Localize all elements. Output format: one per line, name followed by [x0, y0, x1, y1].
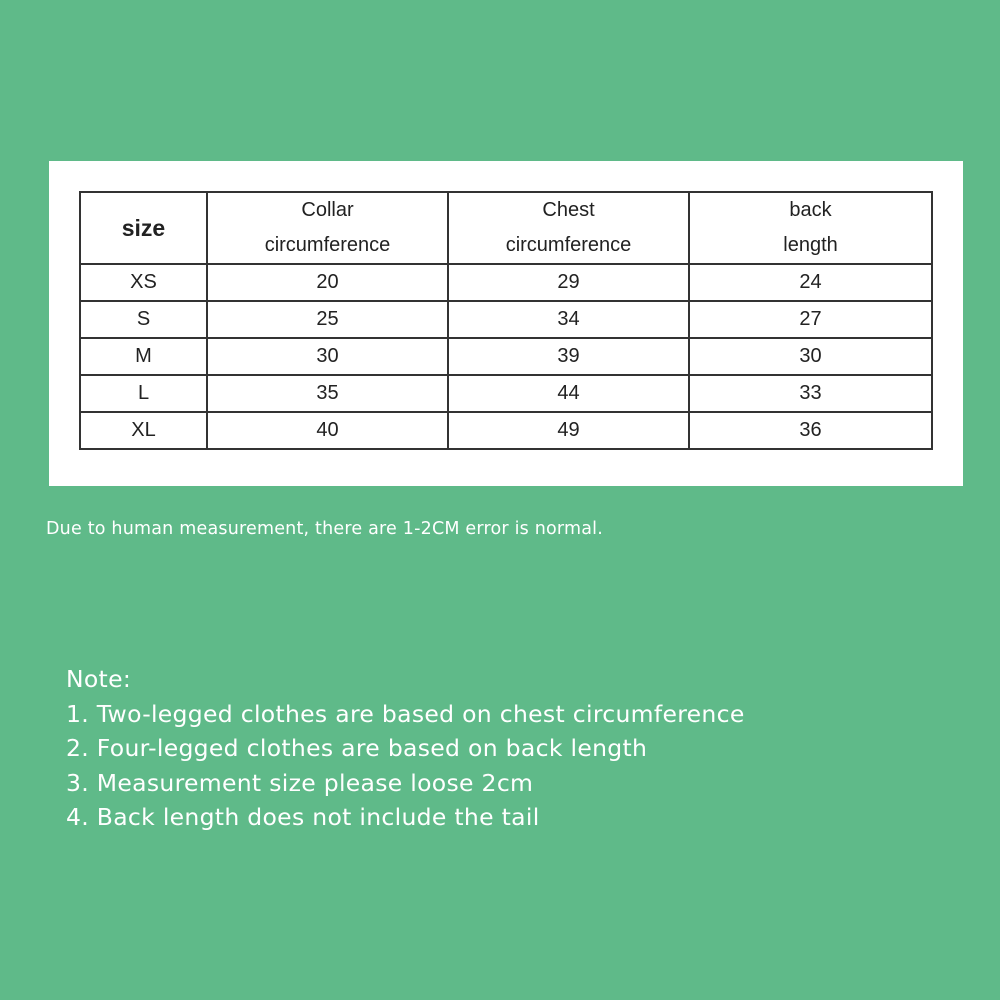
note-item: 4. Back length does not include the tail [66, 803, 540, 831]
cell-back: 33 [689, 375, 932, 412]
table-row [80, 375, 932, 412]
cell-collar: 40 [207, 412, 448, 449]
cell-collar: 35 [207, 375, 448, 412]
header-chest-circumference: Chest circumference [448, 192, 689, 264]
note-item: 1. Two-legged clothes are based on chest circumference [66, 699, 745, 728]
note-item: 3. Measurement size please loose 2cm [66, 768, 534, 797]
cell-collar: 20 [207, 264, 448, 301]
table-row [80, 264, 932, 301]
table-row [80, 301, 932, 338]
notes-section [66, 662, 745, 835]
table-row [80, 338, 932, 375]
cell-size: XL [80, 412, 207, 449]
cell-size: S [80, 301, 207, 338]
table-header-row [80, 192, 932, 264]
table-row [80, 412, 932, 449]
size-chart-table [79, 191, 933, 450]
header-size: size [80, 192, 207, 264]
cell-size: M [80, 338, 207, 375]
cell-chest: 39 [448, 338, 689, 375]
note-item: 2. Four-legged clothes are based on back length [66, 734, 648, 762]
cell-chest: 29 [448, 264, 689, 301]
cell-back: 36 [689, 412, 932, 449]
cell-back: 24 [689, 264, 932, 301]
cell-collar: 25 [207, 301, 448, 338]
cell-back: 30 [689, 338, 932, 375]
measurement-disclaimer: Due to human measurement, there are 1-2CM error is normal. [46, 519, 603, 539]
cell-chest: 34 [448, 301, 689, 338]
cell-collar: 30 [207, 338, 448, 375]
cell-chest: 49 [448, 412, 689, 449]
cell-size: XS [80, 264, 207, 301]
cell-chest: 44 [448, 375, 689, 412]
header-collar-circumference: Collar circumference [207, 192, 448, 264]
cell-back: 27 [689, 301, 932, 338]
notes-list [66, 697, 745, 835]
notes-title: Note: [66, 665, 132, 693]
size-chart-panel [49, 161, 963, 486]
header-back-length: back length [689, 192, 932, 264]
cell-size: L [80, 375, 207, 412]
